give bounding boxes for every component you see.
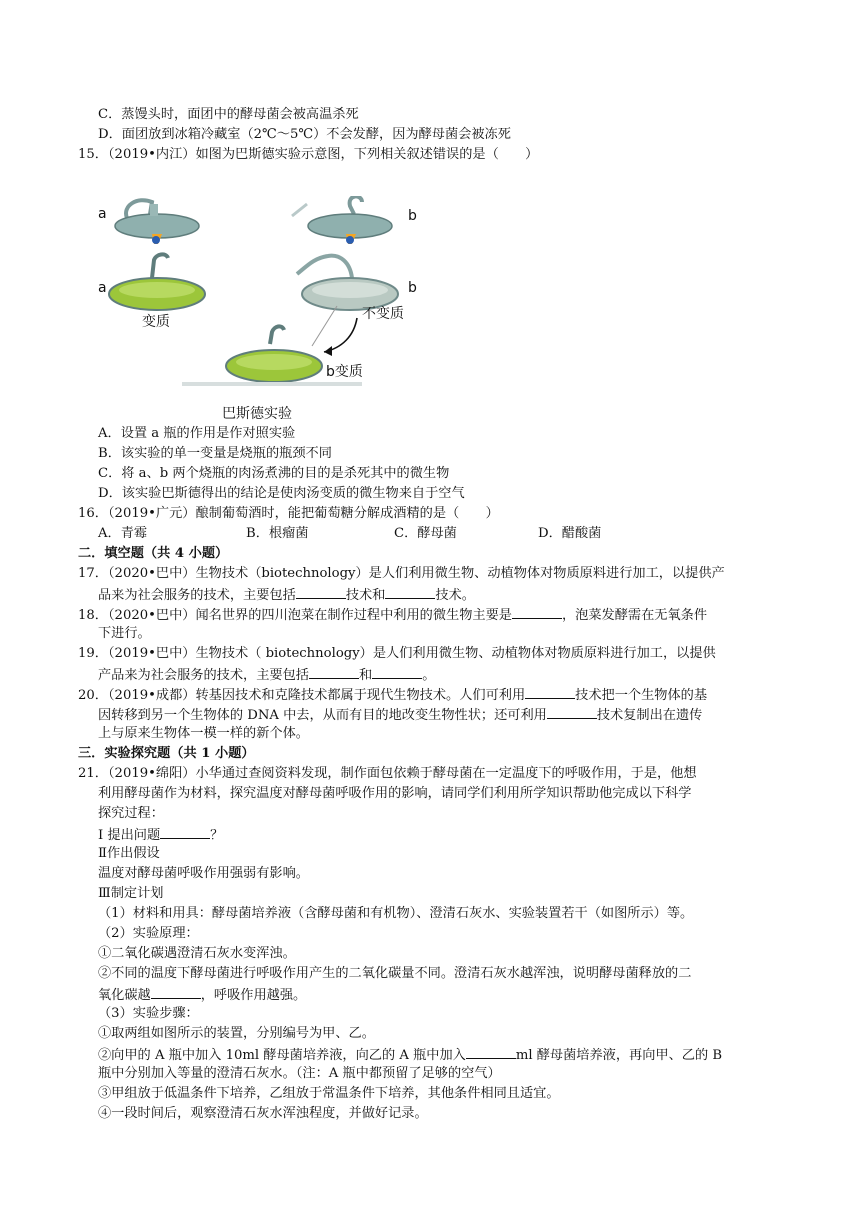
- q21-step-s4: ④一段时间后，观察澄清石灰水浑浊程度，并做好记录。: [98, 1106, 428, 1121]
- q16-options: [98, 524, 601, 544]
- q19-line-2: [98, 664, 435, 686]
- q21-step-2: Ⅱ作出假设: [98, 846, 160, 861]
- q21-blank-co2[interactable]: [151, 984, 201, 999]
- pasteur-flask-illustration: [92, 196, 422, 428]
- q21-step-s2: [98, 1044, 722, 1066]
- q19-line-1: 19．（2019•巴中）生物技术（ biotechnology）是人们利用微生物、动植物体对物质原料进行加工，以提供: [78, 646, 716, 661]
- q21-principle-title: （2）实验原理：: [98, 926, 199, 941]
- q21-principle-2-text-c: ，呼吸作用越强。: [200, 988, 307, 1003]
- q21-line-2: 利用酵母菌作为材料，探究温度对酵母菌呼吸作用的影响，请同学们利用所学知识帮助他完成以下科学: [98, 786, 692, 801]
- fig-label-a-top: a: [98, 206, 107, 222]
- q15-option-b: B．该实验的单一变量是烧瓶的瓶颈不同: [98, 446, 332, 461]
- q21-principle-2: ②不同的温度下酵母菌进行呼吸作用产生的二氧化碳量不同。澄清石灰水越浑浊，说明酵母菌释放的二: [98, 966, 692, 981]
- fig-label-a-mid: a: [98, 280, 107, 296]
- q15-option-d: D．该实验巴斯德得出的结论是使肉汤变质的微生物来自于空气: [98, 486, 465, 501]
- q17-line-1: 17．（2020•巴中）生物技术（biotechnology）是人们利用微生物、动植物体对物质原料进行加工，以提供产: [78, 566, 725, 581]
- q21-line-3: 探究过程：: [98, 806, 164, 821]
- q21-step-s2-text-a: ②向甲的 A 瓶中加入 10ml 酵母菌培养液，向乙的 A 瓶中加入: [98, 1048, 466, 1063]
- q15-stem: 15．（2019•内江）如图为巴斯德实验示意图，下列相关叙述错误的是（ ）: [78, 147, 539, 162]
- q21-hypothesis: 温度对酵母菌呼吸作用强弱有影响。: [98, 866, 309, 881]
- fig-label-not-spoiled: 不变质: [362, 306, 404, 322]
- q21-principle-1: ①二氧化碳遇澄清石灰水变浑浊。: [98, 946, 296, 961]
- q19-text-b: 和: [359, 668, 373, 683]
- fig-label-b-top: b: [408, 208, 417, 224]
- fig-label-spoiled: 变质: [142, 314, 170, 330]
- q18-blank-1[interactable]: [512, 604, 562, 619]
- q20-line-2: [98, 704, 702, 726]
- q20-text-c: 因转移到另一个生物体的 DNA 中去，从而有目的地改变生物性状；还可利用: [98, 708, 547, 723]
- q21-step-s3: ③甲组放于低温条件下培养，乙组放于常温条件下培养，其他条件相同且适宜。: [98, 1086, 560, 1101]
- q19-text-a: 产品来为社会服务的技术，主要包括: [98, 668, 309, 683]
- fig-caption: 巴斯德实验: [222, 406, 292, 422]
- fig-label-b-mid: b: [408, 280, 417, 296]
- flask-a-spoiled: [109, 254, 205, 310]
- arrow: [324, 318, 357, 352]
- q16-stem: 16．（2019•广元）酿制葡萄酒时，能把葡萄糖分解成酒精的是（ ）: [78, 506, 499, 521]
- q17-blank-1[interactable]: [296, 584, 346, 599]
- q21-step-1: [98, 824, 223, 846]
- section-3-title: 三．实验探究题（共 1 小题）: [78, 746, 255, 761]
- q15-option-a: A．设置 a 瓶的作用是作对照实验: [98, 426, 296, 441]
- q20-text-d: 技术复制出在遗传: [596, 708, 703, 723]
- q18-line-2: 下进行。: [98, 626, 151, 641]
- fig-label-b-spoiled: b变质: [326, 364, 363, 380]
- flask-b-not-spoiled: [297, 256, 398, 346]
- q17-blank-2[interactable]: [385, 584, 435, 599]
- q16-option-a: A．青霉: [98, 526, 148, 541]
- q21-steps-title: （3）实验步骤：: [98, 1006, 199, 1021]
- q21-line-1: 21．（2019•绵阳）小华通过查阅资料发现，制作面包依赖于酵母菌在一定温度下的呼吸作用，于是，他想: [78, 766, 697, 781]
- q18-text-b: ，泡菜发酵需在无氧条件: [561, 608, 708, 623]
- q20-line-3: 上与原来生物体一模一样的新个体。: [98, 726, 309, 741]
- q18-line-1: [78, 604, 707, 626]
- q21-principle-2-cont: [98, 984, 306, 1006]
- q14-option-d: D．面团放到冰箱冷藏室（2℃～5℃）不会发酵，因为酵母菌会被冻死: [98, 127, 511, 142]
- pasteur-experiment-figure: [92, 196, 422, 428]
- q15-option-c: C．将 a、b 两个烧瓶的肉汤煮沸的目的是杀死其中的微生物: [98, 466, 450, 481]
- q18-text-a: 18．（2020•巴中）闻名世界的四川泡菜在制作过程中利用的微生物主要是: [78, 608, 512, 623]
- q17-line-2: [98, 584, 475, 606]
- q16-option-d: D．醋酸菌: [538, 526, 602, 541]
- flask-b-heating: [292, 196, 392, 244]
- section-2-title: 二．填空题（共 4 小题）: [78, 546, 229, 561]
- q21-blank-ml[interactable]: [466, 1044, 516, 1059]
- q21-blank-question[interactable]: [160, 824, 210, 839]
- q14-option-c: C．蒸馒头时，面团中的酵母菌会被高温杀死: [98, 107, 359, 122]
- q21-step-s2-text-b: ml 酵母菌培养液，再向甲、乙的 B: [515, 1048, 723, 1063]
- q21-materials: （1）材料和用具：酵母菌培养液（含酵母菌和有机物）、澄清石灰水、实验装置若干（如图所示）等。: [98, 906, 694, 921]
- flask-b-broken-spoiled: [226, 326, 322, 382]
- q21-step-s2-cont: 瓶中分别加入等量的澄清石灰水。（注：A 瓶中都预留了足够的空气）: [98, 1066, 501, 1081]
- q20-blank-2[interactable]: [547, 704, 597, 719]
- q19-blank-2[interactable]: [372, 664, 422, 679]
- q17-text-b: 技术和: [345, 588, 386, 603]
- q19-blank-1[interactable]: [309, 664, 359, 679]
- q20-text-b: 技术把一个生物体的基: [575, 688, 708, 703]
- q21-step-3: Ⅲ制定计划: [98, 886, 164, 901]
- q20-blank-1[interactable]: [525, 684, 575, 699]
- q21-step-1-text: I 提出问题: [98, 828, 161, 843]
- q20-text-a: 20．（2019•成都）转基因技术和克隆技术都属于现代生物技术。人们可利用: [78, 688, 526, 703]
- q17-text-c: 技术。: [435, 588, 475, 603]
- q21-step-s1: ①取两组如图所示的装置，分别编号为甲、乙。: [98, 1026, 375, 1041]
- q16-option-b: B．根瘤菌: [246, 526, 309, 541]
- q16-option-c: C．酵母菌: [394, 526, 457, 541]
- q21-step-1-mark: ？: [210, 828, 224, 843]
- q20-line-1: [78, 684, 707, 706]
- q19-text-c: 。: [422, 668, 436, 683]
- q17-text-a: 品来为社会服务的技术，主要包括: [98, 588, 296, 603]
- flask-a-heating: [115, 200, 199, 244]
- q21-principle-2-text-b: 氧化碳越: [98, 988, 151, 1003]
